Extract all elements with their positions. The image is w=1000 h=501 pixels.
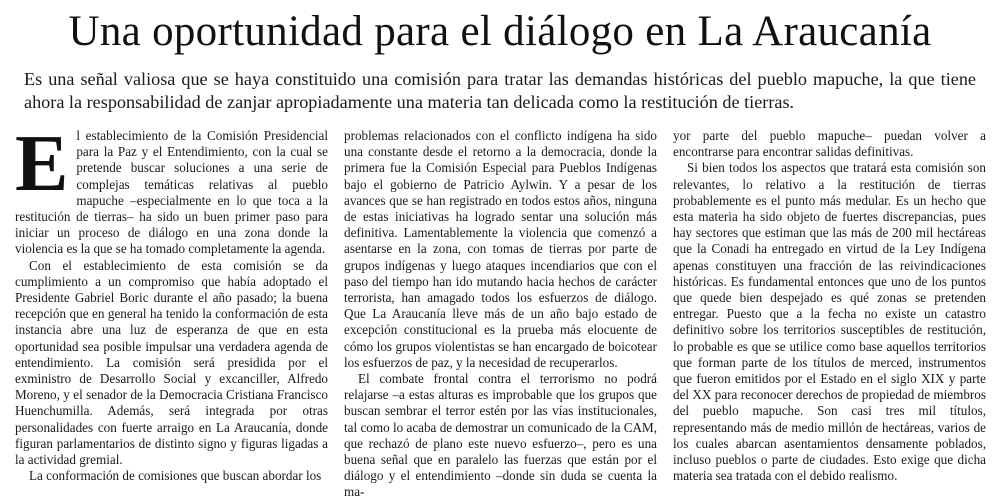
headline: Una oportunidad para el diálogo en La Araucanía — [68, 8, 932, 55]
paragraph-text: l establecimiento de la Comisión Presidencial para la Paz y el Entendimiento, con la cual se pretende buscar soluciones a una serie de complejas temáticas relativas al pueblo mapuche –especialmente en lo que toca a la restitución de tierras– ha sido un buen primer paso para iniciar un proceso de diálogo en una zona donde la violencia es la que se ha tomado completamente la agenda. — [15, 128, 328, 257]
paragraph: yor parte del pueblo mapuche– puedan volver a encontrarse para encontrar salidas definitivas. — [673, 128, 986, 160]
paragraph — [15, 120, 328, 258]
paragraph: Con el establecimiento de esta comisión se da cumplimiento a un compromiso que había adoptado el Presidente Gabriel Boric durante el año pasado; la buena recepción que en general ha tenido la conformación de esta instancia abre una luz de esperanza de que en esta oportunidad sea posible impulsar una verdadera agenda de entendimiento. La comisión será presidida por el exministro de Desarrollo Social y excanciller, Alfredo Moreno, y el senador de la Democracia Cristiana Francisco Huenchumilla. Además, será integrada por otras personalidades con fuerte arraigo en La Araucanía, donde figuran parlamentarios de distinto signo y figuras ligadas a la actividad gremial. — [15, 257, 328, 468]
deck-subtitle: Es una señal valiosa que se haya constituido una comisión para tratar las demandas históricas del pueblo mapuche, la que tiene ahora la responsabilidad de zanjar apropiadamente una materia tan delicada como la restitución de tierras. — [24, 69, 976, 112]
drop-cap: E — [15, 120, 69, 208]
paragraph: Si bien todos los aspectos que tratará esta comisión son relevantes, lo relativo a la restitución de tierras probablemente es el punto más medular. Es un hecho que esta materia ha sido objeto de fuertes discrepancias, pues hay sectores que estiman que las más de 200 mil hectáreas que la Conadi ha entregado en virtud de la Ley Indígena apenas constituyen una fracción de las reivindicaciones históricas. Es fundamental entonces que uno de los puntos que quede bien despejado es qué zonas se pretenden entregar. Puesto que a la fecha no existe un catastro definitivo sobre los territorios susceptibles de restitución, lo probable es que se utilice como base aquellos territorios que forman parte de los títulos de merced, instrumentos que fueron emitidos por el Estado en el siglo XIX y parte del XX para reconocer derechos de propiedad de miembros del pueblo mapuche. Son casi tres mil títulos, representando más de medio millón de hectáreas, varios de los cuales abarcan asentamientos densamente poblados, incluso pueblos o parte de ciudades. Esto exige que dicha materia sea tratada con el debido realismo. — [673, 160, 986, 484]
article-body — [15, 120, 990, 500]
column-1 — [15, 120, 328, 484]
column-2 — [344, 128, 657, 500]
paragraph: problemas relacionados con el conflicto indígena ha sido una constante desde el retorno a la democracia, donde la primera fue la Comisión Especial para Pueblos Indígenas bajo el gobierno de Patricio Aylwin. Y a pesar de los avances que se han registrado en todos estos años, ninguna de estas iniciativas ha logrado sentar una solución más definitiva. Lamentablemente la violencia que comenzó a asentarse en la zona, con tomas de tierras por parte de grupos indígenas y luego ataques incendiarios que con el paso del tiempo han ido mutando hacia hechos de carácter terrorista, han amagado todos los esfuerzos de diálogo. Que La Araucanía lleve más de un año bajo estado de excepción constitucional es la prueba más elocuente de cómo los grupos violentistas se han encargado de boicotear los esfuerzos de paz, y la necesidad de recuperarlos. — [344, 128, 657, 370]
column-3 — [673, 128, 986, 484]
paragraph: El combate frontal contra el terrorismo no podrá relajarse –a estas alturas es improbable que los grupos que buscan sembrar el terror estén por las vías institucionales, tal como lo acaba de demostrar un comunicado de la CAM, que rechazó de plano este nuevo esfuerzo–, pero es una buena señal que en paralelo las fuerzas que están por el diálogo y el entendimiento –donde sin duda se cuenta la ma- — [344, 371, 657, 500]
paragraph: La conformación de comisiones que buscan abordar los — [29, 468, 322, 484]
